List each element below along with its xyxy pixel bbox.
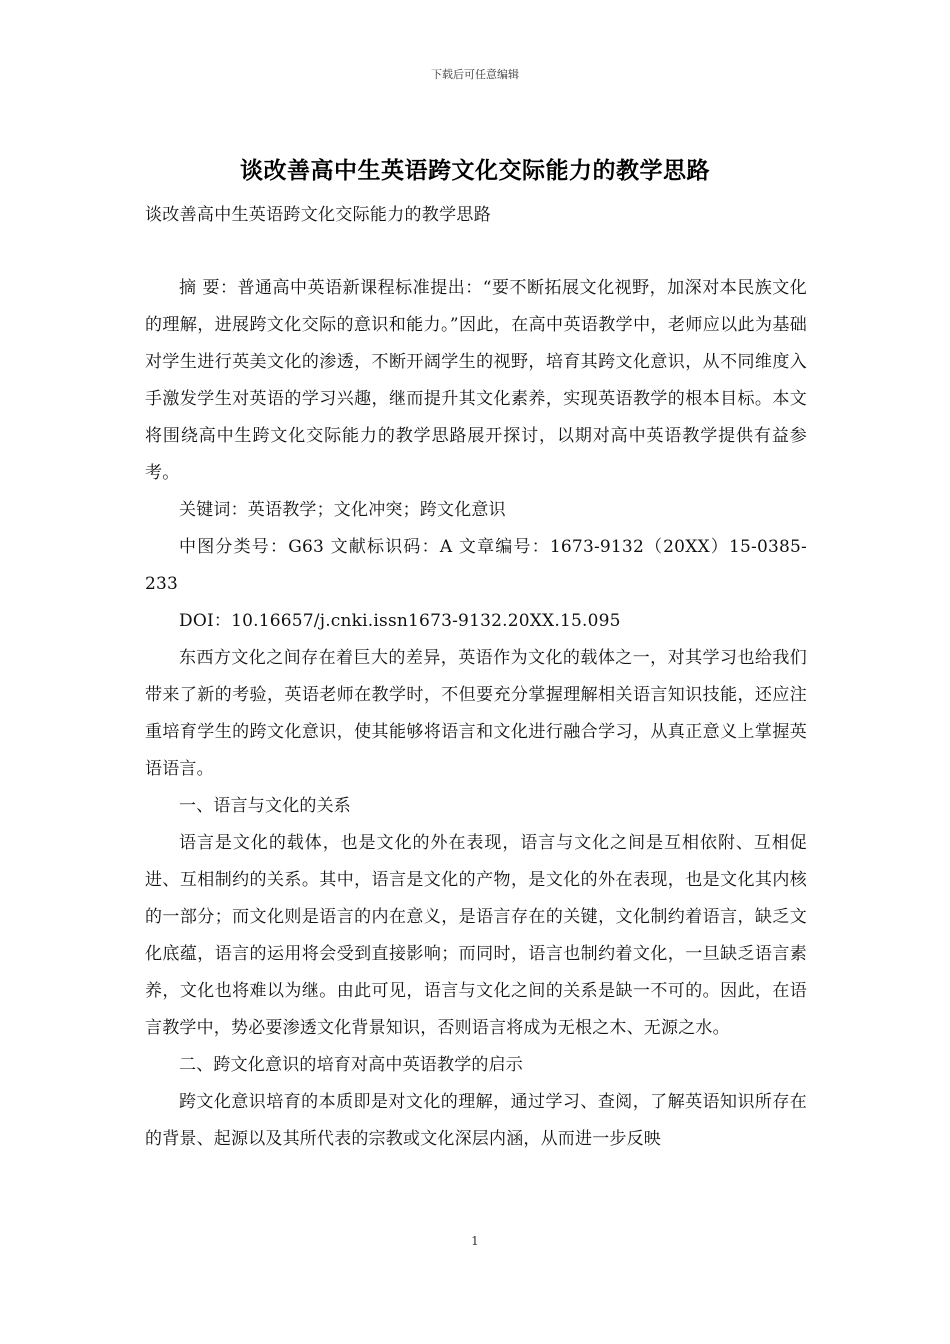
section-2-paragraph: 跨文化意识培育的本质即是对文化的理解，通过学习、查阅，了解英语知识所存在的背景、起源以及其所代表的宗教或文化深层内涵，从而进一步反映	[145, 1092, 807, 1149]
abstract-paragraph: 摘 要：普通高中英语新课程标准提出：“要不断拓展文化视野，加深对本民族文化的理解，进展跨文化交际的意识和能力。”因此，在高中英语教学中，老师应以此为基础对学生进行英美文化的渗透，不断开阔学生的视野，培育其跨文化意识，从不同维度入手激发学生对英语的学习兴趣，继而提升其文化素养，实现英语教学的根本目标。本文将围绕高中生跨文化交际能力的教学思路展开探讨，以期对高中英语教学提供有益参考。	[145, 278, 807, 483]
document-body	[145, 270, 807, 1158]
page-title: 谈改善高中生英语跨文化交际能力的教学思路	[240, 158, 710, 184]
section-1-paragraph: 语言是文化的载体，也是文化的外在表现，语言与文化之间是互相依附、互相促进、互相制约的关系。其中，语言是文化的产物，是文化的外在表现，也是文化其内核的一部分；而文化则是语言的内在意义，是语言存在的关键，文化制约着语言，缺乏文化底蕴，语言的运用将会受到直接影响；而同时，语言也制约着文化，一旦缺乏语言素养，文化也将难以为继。由此可见，语言与文化之间的关系是缺一不可的。因此，在语言教学中，势必要渗透文化背景知识，否则语言将成为无根之木、无源之水。	[145, 833, 807, 1038]
header-note: 下载后可任意编辑	[431, 68, 519, 81]
section-heading-1: 一、语言与文化的关系	[179, 796, 351, 816]
classification-paragraph: 中图分类号：G63 文献标识码：A 文章编号：1673-9132（20XX）15-0385-233	[145, 537, 807, 594]
section-heading-2: 二、跨文化意识的培育对高中英语教学的启示	[179, 1055, 523, 1075]
doi-paragraph: DOI：10.16657/j.cnki.issn1673-9132.20XX.15.095	[179, 611, 621, 631]
page-subtitle: 谈改善高中生英语跨文化交际能力的教学思路	[145, 205, 491, 225]
keywords-paragraph: 关键词：英语教学；文化冲突；跨文化意识	[179, 500, 506, 520]
page-number: 1	[471, 1234, 479, 1248]
intro-paragraph: 东西方文化之间存在着巨大的差异，英语作为文化的载体之一，对其学习也给我们带来了新的考验，英语老师在教学时，不但要充分掌握理解相关语言知识技能，还应注重培育学生的跨文化意识，使其能够将语言和文化进行融合学习，从真正意义上掌握英语语言。	[145, 648, 807, 779]
